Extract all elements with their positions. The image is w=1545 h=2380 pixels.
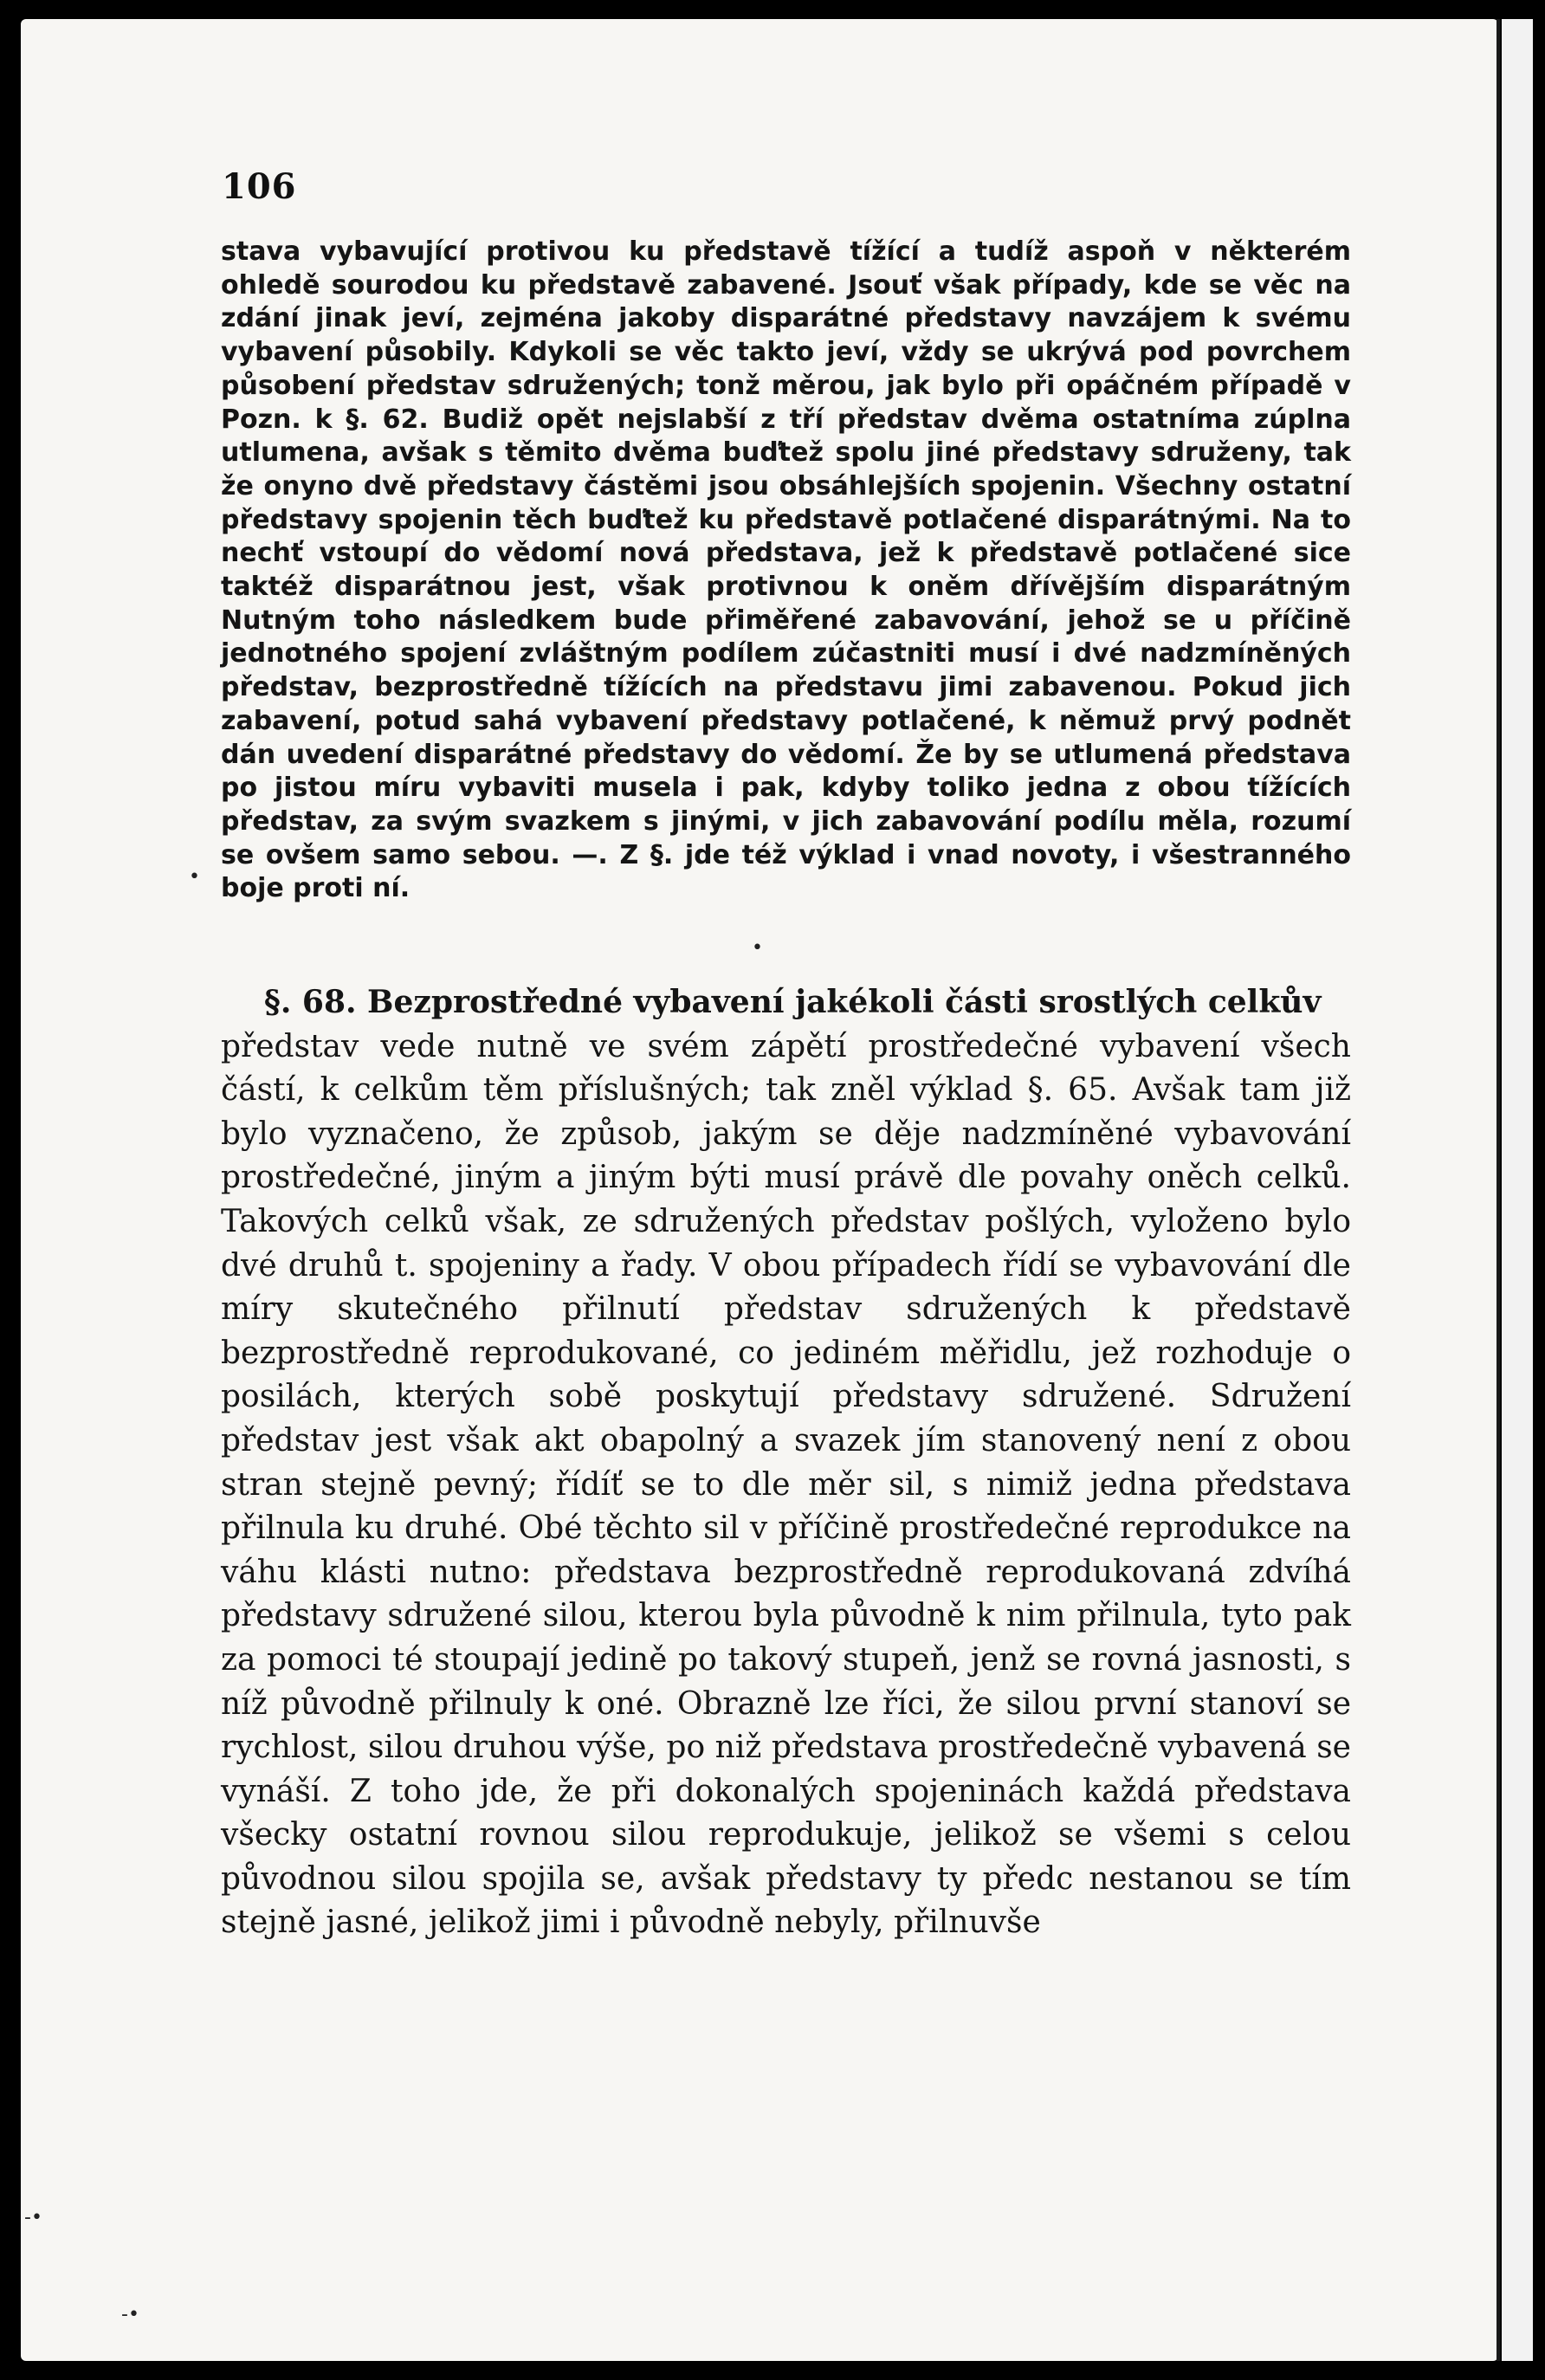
margin-dot: • bbox=[752, 937, 763, 959]
section-68 bbox=[221, 980, 1351, 1945]
margin-dot: • bbox=[189, 866, 200, 888]
page-edge bbox=[1497, 19, 1500, 2361]
facing-page-strip bbox=[1502, 19, 1533, 2361]
paragraph-small-print: stava vybavující protivou ku představě tížící a tudíž aspoň v některém ohledě sourodou ku představě zabavené. Jsouť však případy, kde se věc na zdání jinak jeví, zejména jakoby disparátné představy navzájem k svému vybavení působily. Kdykoli se věc takto jeví, vždy se ukrývá pod povrchem působení představ sdružených; tonž měrou, jak bylo při opáčném případě v Pozn. k §. 62. Budiž opět nejslabší z tří představ dvěma ostatníma zúplna utlumena, avšak s těmito dvěma buďtež spolu jiné představy sdruženy, tak že onyno dvě představy částěmi jsou obsáhlejších spojenin. Všechny ostatní představy spojenin těch buďtež ku představě potlačené disparátnými. Na to nechť vstoupí do vědomí nová představa, jež k představě potlačené sice taktéž disparátnou jest, však protivnou k oněm dřívějším disparátným Nutným toho následkem bude přiměřené zabavování, jehož se u příčině jednotného spojení zvláštným podílem zúčastniti musí i dvé nadzmíněných představ, bezprostředně tížících na představu jimi zabavenou. Pokud jich zabavení, potud sahá vybavení představy potlačené, k němuž prvý podnět dán uvedení disparátné představy do vědomí. Že by se utlumená představa po jistou míru vybaviti musela i pak, kdyby toliko jedna z obou tížících představ, za svým svazkem s jinými, v jich zabavování podílu měla, rozumí se ovšem samo sebou. —. Z §. jde též výklad i vnad novoty, i všestranného boje proti ní. bbox=[221, 236, 1351, 904]
section-body: představ vede nutně ve svém zápětí prostředečné vybavení všech částí, k celkům těm příslušných; tak zněl výklad §. 65. Avšak tam již bylo vyznačeno, že způsob, jakým se děje nadzmíněné vybavování prostředečné, jiným a jiným býti musí právě dle povahy oněch celků. Takových celků však, ze sdružených představ pošlých, vyloženo bylo dvé druhů t. spojeniny a řady. V obou případech řídí se vybavování dle míry skutečného přilnutí představ sdružených k představě bezprostředně reprodukované, co jediném měřidlu, jež rozhoduje o posilách, kterých sobě poskytují představy sdružené. Sdružení představ jest však akt obapolný a svazek jím stanovený není z obou stran stejně pevný; řídíť se to dle měr sil, s nimiž jedna představa přilnula ku druhé. Obé těchto sil v příčině prostředečné reprodukce na váhu klásti nutno: představa bezprostředně reprodukovaná zdvíhá představy sdružené silou, kterou byla původně k nim přilnula, tyto pak za pomoci té stoupají jedině po takový stupeň, jenž se rovná jasnosti, s níž původně přilnuly k oné. Obrazně lze říci, že silou první stanoví se rychlost, silou druhou výše, po niž představa prostředečně vybavená se vynáší. Z toho jde, že při dokonalých spojeninách každá představa všecky ostatní rovnou silou reprodukuje, jelikož se všemi s celou původnou silou spojila se, avšak představy ty předc nestanou se tím stejně jasné, jelikož jimi i původně nebyly, přilnuvše bbox=[221, 1028, 1351, 1941]
section-heading: §. 68. Bezprostředné vybavení jakékoli části srostlých celkův bbox=[264, 984, 1322, 1020]
margin-mark: -• bbox=[121, 2304, 139, 2325]
margin-mark: -• bbox=[24, 2207, 42, 2228]
page-number: 106 bbox=[222, 166, 297, 207]
